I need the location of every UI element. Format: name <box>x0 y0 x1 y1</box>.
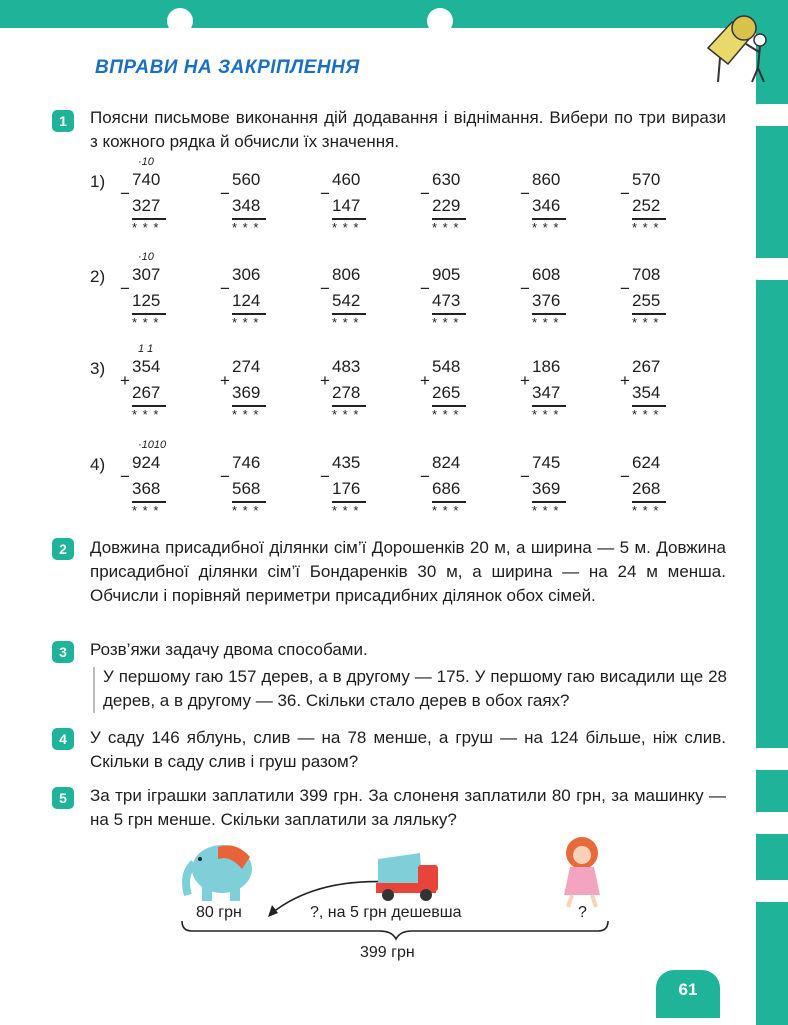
column-expression <box>620 265 680 335</box>
top-band <box>0 0 788 30</box>
operand-bottom: 369 <box>232 383 261 402</box>
operand-bottom: 376 <box>532 291 561 310</box>
operator-sign: − <box>420 467 430 486</box>
column-expression <box>120 156 180 240</box>
operand-top: 306 <box>232 265 261 284</box>
operator-sign: − <box>320 184 330 203</box>
operand-bottom: 267 <box>132 383 161 402</box>
result-placeholder: * * * <box>632 503 660 518</box>
operator-sign: + <box>220 371 230 390</box>
operand-top: 186 <box>532 357 561 376</box>
result-placeholder: * * * <box>432 503 460 518</box>
quote-bar <box>93 667 95 713</box>
carry-mark: ·1010 <box>138 439 167 451</box>
column-expression <box>220 453 280 523</box>
operand-top: 745 <box>532 453 561 472</box>
row-label: 2) <box>90 267 106 286</box>
task-4-text: У саду 146 яблунь, слив — на 78 менше, а груш — на 124 більше, ніж слив. Скільки в саду слив і груш разом? <box>90 728 726 771</box>
result-placeholder: * * * <box>632 407 660 422</box>
edge-tab <box>748 104 788 126</box>
operand-top: 483 <box>332 357 361 376</box>
page-number: 61 <box>656 970 720 1018</box>
column-expression <box>320 453 380 523</box>
edge-tab <box>748 748 788 770</box>
total-brace <box>182 921 608 939</box>
operand-bottom: 255 <box>632 291 661 310</box>
operand-top: 824 <box>432 453 461 472</box>
edge-tab <box>748 812 788 834</box>
operator-sign: + <box>520 371 530 390</box>
operand-bottom: 252 <box>632 196 661 215</box>
operand-top: 548 <box>432 357 461 376</box>
operand-top: 740 <box>132 170 161 189</box>
section-heading: ВПРАВИ НА ЗАКРІПЛЕННЯ <box>95 57 360 78</box>
operand-bottom: 568 <box>232 479 261 498</box>
result-placeholder: * * * <box>432 220 460 235</box>
total-price-label: 399 грн <box>360 944 415 961</box>
elephant-icon <box>186 845 252 901</box>
result-placeholder: * * * <box>632 315 660 330</box>
column-expression <box>520 170 580 240</box>
operand-bottom: 686 <box>432 479 461 498</box>
operand-top: 630 <box>432 170 461 189</box>
operand-top: 608 <box>532 265 561 284</box>
operator-sign: + <box>420 371 430 390</box>
operand-bottom: 368 <box>132 479 161 498</box>
edge-tab <box>748 880 788 902</box>
result-placeholder: * * * <box>132 503 160 518</box>
right-band <box>756 0 788 1025</box>
column-expression <box>220 357 280 427</box>
hole <box>167 8 193 34</box>
column-expression <box>420 170 480 240</box>
operand-top: 435 <box>332 453 361 472</box>
operand-top: 708 <box>632 265 661 284</box>
operand-bottom: 176 <box>332 479 361 498</box>
result-placeholder: * * * <box>232 503 260 518</box>
task-1-text: Поясни письмове виконання дій додавання і віднімання. Вибери по три вирази з кожного рядка й обчисли їх значення. <box>90 108 726 151</box>
operator-sign: − <box>420 279 430 298</box>
operator-sign: − <box>620 184 630 203</box>
operand-bottom: 348 <box>232 196 261 215</box>
result-placeholder: * * * <box>332 315 360 330</box>
operand-bottom: 125 <box>132 291 161 310</box>
column-expression <box>120 251 180 335</box>
operand-top: 905 <box>432 265 461 284</box>
edge-tab <box>748 258 788 280</box>
operand-bottom: 268 <box>632 479 661 498</box>
row-label: 1) <box>90 172 106 191</box>
column-expression <box>320 357 380 427</box>
operator-sign: − <box>620 467 630 486</box>
operator-sign: − <box>520 279 530 298</box>
result-placeholder: * * * <box>232 407 260 422</box>
operand-top: 570 <box>632 170 661 189</box>
operand-bottom: 265 <box>432 383 461 402</box>
operand-top: 307 <box>132 265 161 284</box>
task-2-text: Довжина присадибної ділянки сім’ї Дорошенків 20 м, а ширина — 5 м. Довжина присадибної ділянки сім’ї Бондаренків 30 м, а ширина — на 24 м менша. Обчисли і порівняй периметри присадибних ділянок обох сімей. <box>90 538 726 605</box>
task-5-text: За три іграшки заплатили 399 грн. За слоненя заплатили 80 грн, за машинку — на 5 грн менше. Скільки заплатили за ляльку? <box>90 786 726 829</box>
column-expression <box>320 170 380 240</box>
result-placeholder: * * * <box>232 315 260 330</box>
row-label: 3) <box>90 359 106 378</box>
operator-sign: − <box>220 279 230 298</box>
operator-sign: − <box>420 184 430 203</box>
operator-sign: − <box>520 467 530 486</box>
operand-top: 354 <box>132 357 161 376</box>
operator-sign: + <box>320 371 330 390</box>
doll-icon <box>564 837 600 907</box>
elephant-price-label: 80 грн <box>196 904 242 921</box>
operand-bottom: 124 <box>232 291 261 310</box>
result-placeholder: * * * <box>132 315 160 330</box>
task-number-2: 2 <box>52 538 74 560</box>
result-placeholder: * * * <box>332 220 360 235</box>
pushpin-mascot-icon <box>700 8 772 84</box>
operator-sign: − <box>620 279 630 298</box>
row-label: 4) <box>90 455 106 474</box>
task-number-4: 4 <box>52 728 74 750</box>
column-expression <box>420 357 480 427</box>
operator-sign: − <box>320 467 330 486</box>
column-expression <box>120 343 180 427</box>
column-expression <box>620 453 680 523</box>
operand-bottom: 542 <box>332 291 361 310</box>
column-expression <box>520 357 580 427</box>
operator-sign: − <box>120 467 130 486</box>
operand-top: 624 <box>632 453 661 472</box>
column-expression <box>320 265 380 335</box>
task-number-3: 3 <box>52 641 74 663</box>
operator-sign: − <box>220 467 230 486</box>
operand-bottom: 278 <box>332 383 361 402</box>
task-number-1: 1 <box>52 110 74 132</box>
operator-sign: + <box>620 371 630 390</box>
result-placeholder: * * * <box>332 503 360 518</box>
column-expression <box>620 170 680 240</box>
operator-sign: − <box>220 184 230 203</box>
column-expression <box>420 265 480 335</box>
result-placeholder: * * * <box>532 220 560 235</box>
task-number-5: 5 <box>52 787 74 809</box>
column-expression <box>520 453 580 523</box>
result-placeholder: * * * <box>132 407 160 422</box>
operand-bottom: 473 <box>432 291 461 310</box>
car-price-label: ?, на 5 грн дешевша <box>310 904 462 921</box>
column-expression <box>620 357 680 427</box>
operand-top: 806 <box>332 265 361 284</box>
toys-illustration <box>180 835 620 945</box>
operand-top: 267 <box>632 357 661 376</box>
column-expression <box>120 439 180 523</box>
result-placeholder: * * * <box>632 220 660 235</box>
carry-mark: ·10 <box>138 251 154 263</box>
operand-bottom: 327 <box>132 196 161 215</box>
carry-mark: 1 1 <box>138 343 154 355</box>
toy-truck-icon <box>376 853 438 901</box>
operator-sign: − <box>120 279 130 298</box>
operand-top: 860 <box>532 170 561 189</box>
operand-top: 924 <box>132 453 161 472</box>
result-placeholder: * * * <box>532 315 560 330</box>
operand-top: 560 <box>232 170 261 189</box>
operand-bottom: 147 <box>332 196 361 215</box>
operator-sign: − <box>320 279 330 298</box>
task-3-text: Розв’яжи задачу двома способами. <box>90 640 368 659</box>
column-expression <box>420 453 480 523</box>
operand-bottom: 369 <box>532 479 561 498</box>
column-expression <box>520 265 580 335</box>
result-placeholder: * * * <box>232 220 260 235</box>
operator-sign: − <box>520 184 530 203</box>
carry-mark: ·10 <box>138 156 154 168</box>
result-placeholder: * * * <box>332 407 360 422</box>
result-placeholder: * * * <box>432 315 460 330</box>
hole <box>427 8 453 34</box>
operand-top: 460 <box>332 170 361 189</box>
column-expression <box>220 170 280 240</box>
result-placeholder: * * * <box>532 503 560 518</box>
result-placeholder: * * * <box>532 407 560 422</box>
operator-sign: + <box>120 371 130 390</box>
operand-bottom: 229 <box>432 196 461 215</box>
operand-top: 746 <box>232 453 261 472</box>
task-3-problem: У першому гаю 157 дерев, а в другому — 175. У першому гаю висадили ще 28 дерев, а в другому — 36. Скільки стало дерев в обох гаях? <box>103 667 727 710</box>
result-placeholder: * * * <box>432 407 460 422</box>
operand-bottom: 347 <box>532 383 561 402</box>
doll-price-label: ? <box>578 904 587 921</box>
column-expression <box>220 265 280 335</box>
operand-bottom: 346 <box>532 196 561 215</box>
operator-sign: − <box>120 184 130 203</box>
result-placeholder: * * * <box>132 220 160 235</box>
operand-bottom: 354 <box>632 383 661 402</box>
operand-top: 274 <box>232 357 261 376</box>
